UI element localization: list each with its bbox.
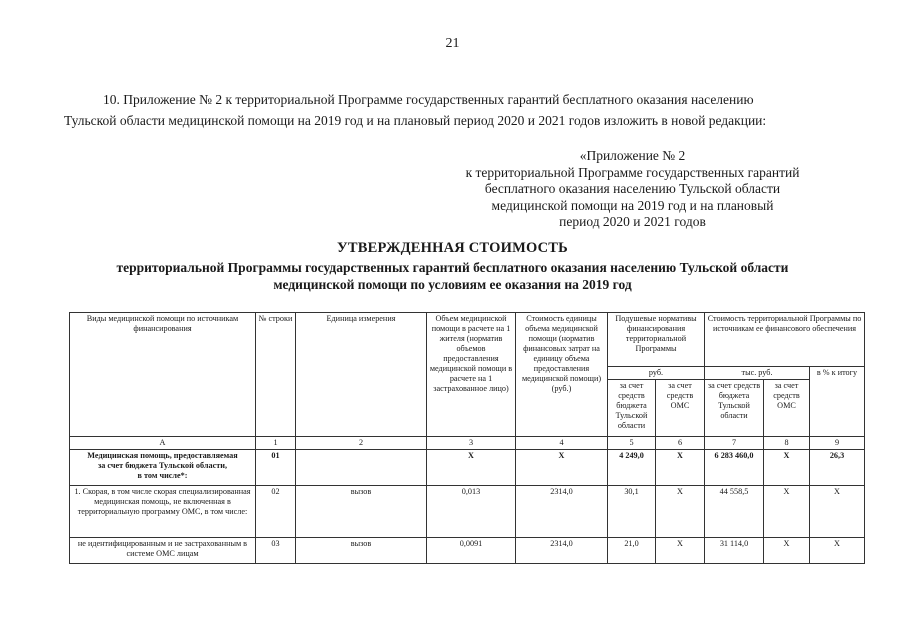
index-cell: 7	[705, 437, 764, 450]
index-cell: 4	[516, 437, 608, 450]
row-volume: X	[427, 450, 516, 486]
index-cell: 2	[296, 437, 427, 450]
row-total-budget: 31 114,0	[705, 538, 764, 564]
header-per-capita-oms: за счет средств ОМС	[656, 380, 705, 437]
row-per-capita-oms: X	[656, 538, 705, 564]
row-percent: X	[810, 486, 865, 538]
header-per-capita: Подушевые нормативы финансирования территориальной Программы	[608, 313, 705, 367]
annex-line: период 2020 и 2021 годов	[559, 214, 706, 229]
row-total-oms: X	[764, 538, 810, 564]
header-total-budget: за счет средств бюджета Тульской области	[705, 380, 764, 437]
row-percent: X	[810, 538, 865, 564]
row-name-line: в том числе*:	[137, 471, 188, 480]
annex-line: медицинской помощи на 2019 год и на плановый	[491, 197, 774, 213]
document-title: УТВЕРЖДЕННАЯ СТОИМОСТЬ	[337, 240, 568, 256]
index-cell: А	[70, 437, 256, 450]
row-unit	[296, 450, 427, 486]
subtitle-line: территориальной Программы государственных гарантий бесплатного оказания населению Тульской области	[116, 260, 789, 275]
index-row	[70, 437, 865, 450]
header-total-oms: за счет средств ОМС	[764, 380, 810, 437]
subtitle-line: медицинской помощи по условиям ее оказания на 2019 год	[273, 276, 632, 292]
intro-line-2: Тульской области медицинской помощи на 2019 год и на плановый период 2020 и 2021 годов изложить в новой редакции:	[64, 113, 767, 128]
row-unit-cost: 2314,0	[516, 538, 608, 564]
row-name: не идентифицированным и не застрахованным в системе ОМС лицам	[70, 538, 256, 564]
index-cell: 8	[764, 437, 810, 450]
row-total-budget: 6 283 460,0	[705, 450, 764, 486]
document-subtitle	[0, 260, 905, 293]
header-program-cost: Стоимость территориальной Программы по источникам ее финансового обеспечения	[705, 313, 865, 367]
row-volume: 0,0091	[427, 538, 516, 564]
header-percent: в % к итогу	[810, 367, 865, 437]
row-unit: вызов	[296, 486, 427, 538]
header-per-capita-unit: руб.	[608, 367, 705, 380]
row-per-capita-oms: X	[656, 450, 705, 486]
annex-line: бесплатного оказания населению Тульской области	[484, 181, 781, 196]
row-name-line: за счет бюджета Тульской области,	[97, 461, 228, 470]
row-name-line: Медицинская помощь, предоставляемая	[87, 451, 238, 460]
row-total-oms: X	[764, 486, 810, 538]
row-name: 1. Скорая, в том числе скорая специализированная медицинская помощь, не включенная в территориальную программу ОМС, в том числе:	[70, 486, 256, 538]
row-total-budget: 44 558,5	[705, 486, 764, 538]
annex-line: к территориальной Программе государственных гарантий	[465, 164, 800, 180]
header-row-number: № строки	[256, 313, 296, 437]
table-row	[70, 450, 865, 486]
index-cell: 3	[427, 437, 516, 450]
header-program-cost-unit: тыс. руб.	[705, 367, 810, 380]
header-types: Виды медицинской помощи по источникам финансирования	[70, 313, 256, 437]
header-volume: Объем медицинской помощи в расчете на 1 жителя (норматив объемов предоставления медицинской помощи в расчете на 1 застрахованное лицо)	[427, 313, 516, 437]
index-cell: 9	[810, 437, 865, 450]
index-cell: 6	[656, 437, 705, 450]
annex-line: «Приложение № 2	[579, 148, 686, 163]
page-number: 21	[445, 36, 460, 51]
header-unit: Единица измерения	[296, 313, 427, 437]
header-per-capita-budget: за счет средств бюджета Тульской области	[608, 380, 656, 437]
row-per-capita-oms: X	[656, 486, 705, 538]
index-cell: 1	[256, 437, 296, 450]
row-name	[70, 450, 256, 486]
intro-line-1: 10. Приложение № 2 к территориальной Программе государственных гарантий бесплатного оказания населению	[103, 92, 754, 107]
row-number: 03	[256, 538, 296, 564]
annex-header	[440, 148, 825, 231]
row-volume: 0,013	[427, 486, 516, 538]
row-unit-cost: 2314,0	[516, 486, 608, 538]
row-per-capita-budget: 21,0	[608, 538, 656, 564]
row-per-capita-budget: 4 249,0	[608, 450, 656, 486]
table-row	[70, 538, 865, 564]
row-unit-cost: X	[516, 450, 608, 486]
row-number: 01	[256, 450, 296, 486]
table-row	[70, 486, 865, 538]
row-per-capita-budget: 30,1	[608, 486, 656, 538]
row-total-oms: X	[764, 450, 810, 486]
index-cell: 5	[608, 437, 656, 450]
row-unit: вызов	[296, 538, 427, 564]
cost-table	[69, 312, 865, 564]
header-unit-cost: Стоимость единицы объема медицинской помощи (норматив финансовых затрат на единицу объема предоставления медицинской помощи) (руб.)	[516, 313, 608, 437]
row-number: 02	[256, 486, 296, 538]
row-percent: 26,3	[810, 450, 865, 486]
